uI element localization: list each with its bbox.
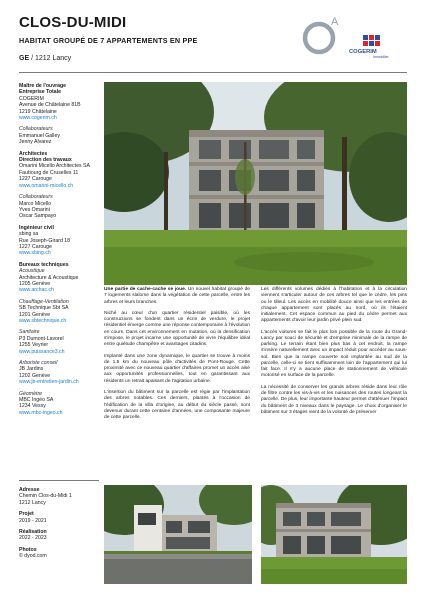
photos-credit: © dyod.com bbox=[19, 553, 47, 560]
paragraph: Les différents volumes dédiés à l'habitation et à la circulation viennent s'articuler autour de ces arbres tel que le cèdre, les pins ou le tilleul. Les accès en mobilité douce ainsi que les entrées de chaque appartement sont placés au nord, où ils l'étaient initialement. Cet espace commun au pied du cèdre permet aux appartements d'avoir leur jardin privé plein sud. bbox=[261, 287, 407, 324]
technical-offices-block bbox=[19, 262, 99, 294]
owner-address: Avenue de Châtelaine 81B bbox=[19, 102, 81, 109]
architect-name: Omarini Micello Architectes SA bbox=[19, 163, 90, 170]
sanitary-name: P3 Dumont-Lavorel bbox=[19, 335, 64, 342]
client-logo-text: COGERIM bbox=[349, 49, 377, 55]
site-management-heading: Direction des travaux bbox=[19, 157, 72, 164]
acoustic-name: Architecture & Acoustique bbox=[19, 274, 79, 281]
photos-block bbox=[19, 547, 99, 560]
address-block bbox=[19, 487, 99, 506]
paragraph: L'accès voitures se fait le plus loin possible de la route du Grand-Lancy par souci de sécurité et d'emprise minimale de la rampe de parking. Le terrain étant bien plus bas à cet endroit, la rampe s'insère naturellement avec un impact réduit pour accéder au sous-sol. Bien que la rampe couverte soit implantée au sud de la parcelle, celle-ci se tient suffisamment loin de l'appartement qui lui fait face. Il n'y a aucune place de stationnement de véhicule motorisé en surface de la parcelle. bbox=[261, 329, 407, 379]
engineer-name: sbing sa bbox=[19, 231, 39, 238]
project-facts bbox=[19, 487, 99, 565]
collaborators-label: Collaborateurs bbox=[19, 126, 53, 133]
client-logo-subtext: Immobilier bbox=[373, 55, 389, 59]
contractor-heading: Entreprise Totale bbox=[19, 89, 61, 96]
engineer-block bbox=[19, 225, 99, 257]
location-line bbox=[19, 55, 71, 62]
hvac-name: SB Technique Sbt SA bbox=[19, 305, 69, 312]
page-title: CLOS-DU-MIDI bbox=[19, 14, 127, 31]
surveyor-link[interactable]: www.mbc-ingeo.ch bbox=[19, 409, 63, 416]
sanitary-label: Sanitaire bbox=[19, 329, 40, 336]
arborist-name: JB Jardins bbox=[19, 366, 44, 373]
technical-offices-heading: Bureaux techniques bbox=[19, 261, 69, 268]
owner-city: 1219 Châtelaine bbox=[19, 108, 57, 115]
owner-name: COGERIM bbox=[19, 95, 44, 102]
surveyor-label: Géomètre bbox=[19, 390, 43, 397]
canton-code: GE bbox=[19, 55, 30, 62]
address-line: Chemin Clos-du-Midi 1 bbox=[19, 493, 72, 500]
realisation-block bbox=[19, 529, 99, 542]
owner-heading: Maître de l'ouvrage bbox=[19, 83, 67, 89]
architect-link[interactable]: www.omarini-micello.ch bbox=[19, 182, 74, 189]
sanitary-link[interactable]: www.puissance3.ch bbox=[19, 348, 65, 355]
hvac-block bbox=[19, 299, 99, 325]
architect-block bbox=[19, 151, 99, 189]
acoustic-city: 1205 Genève bbox=[19, 280, 51, 287]
lead-sentence: Une partie de cache-cache se joue. bbox=[104, 287, 187, 292]
hvac-label: Chauffage-Ventilation bbox=[19, 298, 69, 305]
engineer-link[interactable]: www.sbing.ch bbox=[19, 250, 51, 257]
owner-link[interactable]: www.cogerim.ch bbox=[19, 115, 57, 122]
sanitary-block bbox=[19, 329, 99, 355]
sanitary-city: 1255 Veyrier bbox=[19, 342, 49, 349]
owner-block bbox=[19, 83, 99, 121]
architect-address: Faubourg de Cruselles 11 bbox=[19, 169, 79, 176]
engineer-heading: Ingénieur civil bbox=[19, 224, 54, 231]
footer-rule bbox=[19, 480, 99, 481]
surveyor-block bbox=[19, 391, 99, 417]
project-heading: Projet bbox=[19, 511, 34, 518]
architect-city: 1227 Carouge bbox=[19, 176, 52, 183]
article-column-2 bbox=[261, 287, 407, 421]
project-block bbox=[19, 511, 99, 524]
collaborators-label: Collaborateurs bbox=[19, 194, 53, 201]
brand-mark: A bbox=[331, 16, 339, 28]
client-logo bbox=[349, 35, 409, 59]
paragraph: La nécessité de conserver les grands arbres réside dans leur rôle de filtre contre les vis-à-vis et les nuisances des routes longeant la parcelle. De plus, leur importante hauteur permet d'atténuer l'impact du bâtiment de 3 niveaux dans le paysage. Le choix d'organiser le bâtiment sur 3 étages vient de la volonté de préserver bbox=[261, 384, 407, 415]
engineer-address: Rue Joseph-Girard 18 bbox=[19, 237, 71, 244]
project-years: 2019 - 2021 bbox=[19, 517, 47, 524]
owner-collaborators bbox=[19, 126, 99, 145]
article-column-1 bbox=[104, 287, 250, 427]
engineer-city: 1227 Carouge bbox=[19, 243, 52, 250]
credits-sidebar bbox=[19, 83, 99, 421]
realisation-years: 2022 - 2023 bbox=[19, 535, 47, 542]
surveyor-name: MBC Ingéo SA bbox=[19, 397, 54, 404]
architect-heading: Architectes bbox=[19, 150, 48, 157]
paragraph bbox=[104, 287, 250, 306]
collaborator-name: Emmanuel Galley bbox=[19, 132, 60, 139]
hvac-city: 1201 Genève bbox=[19, 311, 51, 318]
collaborator-name: Oscar Sampayo bbox=[19, 213, 57, 220]
main-building-photo bbox=[104, 82, 407, 285]
header-rule bbox=[19, 72, 407, 73]
address-city: 1212 Lancy bbox=[19, 499, 46, 506]
architect-collaborators bbox=[19, 194, 99, 220]
street-view-photo bbox=[104, 485, 252, 584]
location-text: / 1212 Lancy bbox=[29, 55, 72, 62]
arborist-city: 1202 Genève bbox=[19, 372, 51, 379]
arborist-block bbox=[19, 360, 99, 386]
garden-view-photo bbox=[261, 485, 407, 584]
paragraph: Niché au cœur d'un quartier résidentiel paisible, où les constructions se fondent dans un écrin de verdure, le projet résidentiel émerge comme une réponse contemporaine à l'évolution en cours. Dans cet environnement en mutation, où la densification s'impose, le projet incarne une opportunité de vivre l'équilibre idéal entre quiétude champêtre et avantages citadins. bbox=[104, 310, 250, 348]
lead-continuation: Un nouvel habitat groupé de 7 logements slalome dans la végétation de cette parcelle, entre les arbres et leurs branches. bbox=[104, 287, 250, 305]
arborist-link[interactable]: www.jb-entretien-jardin.ch bbox=[19, 379, 79, 386]
publisher-logo-icon bbox=[300, 14, 342, 56]
page-subtitle: HABITAT GROUPÉ DE 7 APPARTEMENTS EN PPE bbox=[19, 36, 198, 45]
collaborator-name: Marco Micello bbox=[19, 200, 51, 207]
surveyor-city: 1234 Vessy bbox=[19, 403, 46, 410]
address-heading: Adresse bbox=[19, 487, 40, 493]
collaborator-name: Jenny Alvarez bbox=[19, 139, 52, 146]
collaborator-name: Yves Omarini bbox=[19, 206, 50, 213]
photos-heading: Photos bbox=[19, 546, 37, 553]
arborist-label: Arboriste conseil bbox=[19, 360, 58, 367]
acoustic-label: Acoustique bbox=[19, 268, 45, 275]
hvac-link[interactable]: www.sbtechnique.ch bbox=[19, 318, 67, 324]
paragraph: Implanté dans une zone dynamique, le quartier se trouve à moins de 1,5 km du nouveau pôle d'activités de Pont-Rouge. Cette proximité avec ce nouveau quartier d'affaires promet un accès aisé aux opportunités professionnelles, tout en garantissant aux résidents un retrait apaisant de l'agitation urbaine. bbox=[104, 353, 250, 384]
acoustic-link[interactable]: www.archac.ch bbox=[19, 287, 54, 294]
paragraph: L'insertion du bâtiment sur la parcelle est régie par l'implantation des arbres notables. Ces derniers, plantés à l'occasion de l'édification de la villa d'origine, au début du siècle passé, sont devenus durant cette centaine d'années, une composante majeure de cette parcelle. bbox=[104, 390, 250, 421]
realisation-heading: Réalisation bbox=[19, 529, 47, 536]
